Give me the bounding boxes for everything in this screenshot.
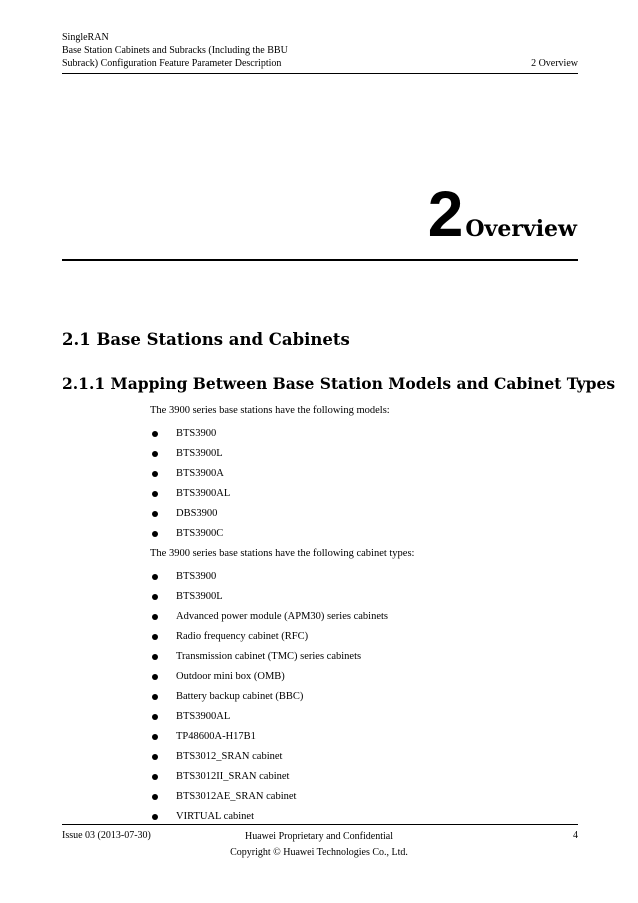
bullet-icon — [152, 694, 158, 700]
footer-divider — [62, 824, 578, 825]
bullet-icon — [152, 471, 158, 477]
list-item-text: BTS3012AE_SRAN cabinet — [176, 791, 297, 802]
chapter-number: 2 — [427, 178, 463, 250]
footer-copyright: Copyright © Huawei Technologies Co., Ltd. — [230, 847, 408, 858]
chapter-divider — [62, 259, 578, 261]
header-chapter: 2 Overview — [531, 58, 578, 69]
list-item-text: BTS3900 — [176, 571, 217, 582]
section-heading: 2.1 Base Stations and Cabinets — [62, 330, 350, 349]
list-item-text: BTS3900AL — [176, 711, 231, 722]
footer-issue: Issue 03 (2013-07-30) — [62, 830, 151, 841]
list-item-text: Battery backup cabinet (BBC) — [176, 691, 304, 702]
bullet-icon — [152, 774, 158, 780]
models-intro: The 3900 series base stations have the following models: — [150, 405, 390, 416]
bullet-icon — [152, 814, 158, 820]
chapter-heading — [427, 178, 577, 250]
bullet-icon — [152, 794, 158, 800]
bullet-icon — [152, 594, 158, 600]
header-product: SingleRAN — [62, 32, 109, 43]
chapter-title: Overview — [465, 216, 577, 242]
bullet-icon — [152, 754, 158, 760]
bullet-icon — [152, 734, 158, 740]
header-doc-title-line2: Subrack) Configuration Feature Parameter Description — [62, 58, 282, 69]
list-item-text: BTS3900L — [176, 591, 223, 602]
bullet-icon — [152, 634, 158, 640]
list-item-text: BTS3900 — [176, 428, 217, 439]
list-item-text: Radio frequency cabinet (RFC) — [176, 631, 309, 642]
bullet-icon — [152, 674, 158, 680]
cabinets-intro: The 3900 series base stations have the following cabinet types: — [150, 548, 415, 559]
bullet-icon — [152, 614, 158, 620]
bullet-icon — [152, 451, 158, 457]
list-item-text: BTS3900AL — [176, 488, 231, 499]
list-item-text: BTS3012_SRAN cabinet — [176, 751, 283, 762]
footer-notice — [160, 829, 478, 861]
list-item-text: Outdoor mini box (OMB) — [176, 671, 285, 682]
list-item-text: Transmission cabinet (TMC) series cabinets — [176, 651, 362, 662]
list-item-text: DBS3900 — [176, 508, 218, 519]
bullet-icon — [152, 574, 158, 580]
list-item-text: BTS3900L — [176, 448, 223, 459]
list-item-text: BTS3012II_SRAN cabinet — [176, 771, 290, 782]
footer-confidential: Huawei Proprietary and Confidential — [244, 831, 393, 842]
list-item-text: BTS3900A — [176, 468, 224, 479]
subsection-heading: 2.1.1 Mapping Between Base Station Models and Cabinet Types — [62, 374, 616, 393]
bullet-icon — [152, 431, 158, 437]
bullet-icon — [152, 531, 158, 537]
list-item-text: TP48600A-H17B1 — [176, 731, 256, 742]
bullet-icon — [152, 511, 158, 517]
page-header — [62, 31, 578, 70]
list-item-text: VIRTUAL cabinet — [176, 811, 254, 822]
header-divider — [62, 73, 578, 74]
list-item-text: Advanced power module (APM30) series cabinets — [176, 611, 388, 622]
bullet-icon — [152, 714, 158, 720]
list-item-text: BTS3900C — [176, 528, 224, 539]
bullet-icon — [152, 491, 158, 497]
page-number: 4 — [573, 830, 578, 841]
bullet-icon — [152, 654, 158, 660]
header-doc-title-line1: Base Station Cabinets and Subracks (Including the BBU — [62, 45, 288, 56]
